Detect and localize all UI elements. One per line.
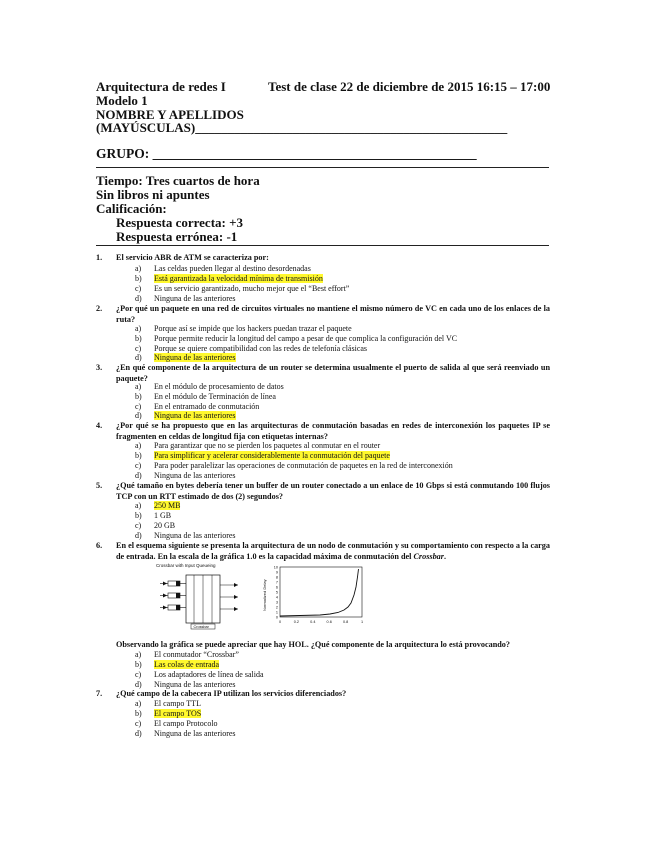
diagram-crossbar-label: Crossbar [193,625,209,629]
grading-label: Calificación: [96,201,167,216]
question-text: ¿Por qué un paquete en una red de circuitos virtuales no mantiene el mismo número de VC en cada uno de los enlaces de la ruta? [116,304,550,324]
option-a[interactable]: a) El campo TTL [135,699,201,708]
question-text: El servicio ABR de ATM se caracteriza por: [116,253,269,262]
graph-y-tick: 0 [275,615,278,620]
option-c[interactable]: c) Es un servicio garantizado, mucho mejor que el “Best effort” [135,284,350,293]
option-c[interactable]: c) En el entramado de conmutación [135,402,260,411]
books-label: Sin libros ni apuntes [96,187,210,202]
option-b[interactable]: b) En el módulo de Terminación de línea [135,392,276,401]
graph-x-tick: 0.2 [293,620,300,624]
option-a[interactable]: a) Las celdas pueden llegar al destino desordenadas [135,264,311,273]
graph-x-tick: 0 [278,620,282,624]
graph-y-tick: 7 [275,580,278,585]
option-b[interactable]: b) Está garantizada la velocidad mínima de transmisión [135,274,323,283]
option-a[interactable]: a) El conmutador “Crossbar” [135,650,239,659]
graph-x-tick: 0.6 [326,620,332,624]
question-text: ¿Qué tamaño en bytes debería tener un buffer de un router conectado a un enlace de 10 Gbps si está conmutando 100 flujos TCP con un RTT estimado de dos (2) segundos? [116,481,550,501]
followup-question: Observando la gráfica se puede apreciar que hay HOL. ¿Qué componente de la arquitectura lo está provocando? [116,640,510,649]
question-number: 3. [96,363,103,372]
option-d[interactable]: d) Ninguna de las anteriores [135,680,236,689]
group-field[interactable]: GRUPO: ________________________________________________ [96,146,477,161]
option-d[interactable]: d) Ninguna de las anteriores [135,411,236,420]
crossbar-diagram [148,561,260,631]
graph-y-label: Normalized Delay [262,579,267,611]
graph-y-tick: 6 [275,585,278,590]
graph-y-tick: 9 [275,570,278,575]
question-number: 6. [96,541,103,550]
divider-top [96,167,549,168]
graph-y-tick: 10 [273,565,278,570]
diagram-title: Crossbar with Input Queueing [156,563,216,568]
delay-graph [260,561,380,631]
question-number: 1. [96,253,103,262]
graph-x-tick: 0.8 [342,620,349,624]
name-field[interactable]: (MAYÚSCULAS)________________________________________________ [96,120,508,135]
graph-x-tick: 0.4 [310,620,316,624]
option-d[interactable]: d) Ninguna de las anteriores [135,531,236,540]
option-b[interactable]: b) Porque permite reducir la longitud del campo a pesar de que complica la configuración del VC [135,334,458,343]
question-text: ¿Qué campo de la cabecera IP utilizan los servicios diferenciados? [116,689,347,698]
option-d[interactable]: d) Ninguna de las anteriores [135,471,236,480]
option-a[interactable]: a) 250 MB [135,501,181,510]
option-b[interactable]: b) Las colas de entrada [135,660,220,669]
option-c[interactable]: c) El campo Protocolo [135,719,218,728]
option-c[interactable]: c) 20 GB [135,521,176,530]
option-b[interactable]: b) El campo TOS [135,709,202,718]
graph-y-tick: 5 [275,590,278,595]
option-d[interactable]: d) Ninguna de las anteriores [135,729,236,738]
model-label: Modelo 1 [96,93,148,108]
name-label: NOMBRE Y APELLIDOS [96,107,244,122]
option-c[interactable]: c) Para poder paralelizar las operaciones de conmutación de paquetes en la red de interconexión [135,461,453,470]
option-d[interactable]: d) Ninguna de las anteriores [135,294,236,303]
graph-y-tick: 8 [275,575,278,580]
option-b[interactable]: b) 1 GB [135,511,172,520]
option-a[interactable]: a) Para garantizar que no se pierden los paquetes al conmutar en el router [135,441,381,450]
question-number: 7. [96,689,103,698]
question-number: 2. [96,304,103,313]
time-label: Tiempo: Tres cuartos de hora [96,173,260,188]
course-title: Arquitectura de redes I [96,79,226,94]
graph-y-tick: 3 [275,600,278,605]
option-b[interactable]: b) Para simplificar y acelerar considerablemente la conmutación del paquete [135,451,390,460]
question-text: ¿En qué componente de la arquitectura de un router se determina usualmente el puerto de salida al que será reenviado un paquete? [116,363,550,383]
question-number: 5. [96,481,103,490]
graph-x-tick: 1 [360,620,364,624]
divider-bottom [96,245,549,246]
question-text: ¿Por qué se ha propuesto que en las arquitecturas de conmutación basadas en redes de interconexión los paquetes IP se fragmenten en celdas de longitud fija con etiquetas internas? [116,421,550,441]
option-a[interactable]: a) Porque así se impide que los hackers puedan trazar el paquete [135,324,352,333]
crossbar-term: Crossbar [413,551,444,561]
option-d[interactable]: d) Ninguna de las anteriores [135,353,236,362]
test-info: Test de clase 22 de diciembre de 2015 16:15 – 17:00 [268,79,551,94]
graph-y-tick: 2 [275,605,278,610]
delay-curve [280,569,359,616]
wrong-score: Respuesta errónea: -1 [116,229,238,244]
correct-score: Respuesta correcta: +3 [116,215,244,230]
graph-y-tick: 1 [275,610,278,615]
option-c[interactable]: c) Los adaptadores de línea de salida [135,670,264,679]
question-number: 4. [96,421,103,430]
question-text: En el esquema siguiente se presenta la arquitectura de un nodo de conmutación y su comportamiento con respecto a la carga de entrada. En la escala de la gráfica 1.0 es la capacidad máxima de conmutación del Crossbar. [116,541,550,561]
graph-y-tick: 4 [275,595,278,600]
option-c[interactable]: c) Porque se quiere compatibilidad con las redes de telefonía clásicas [135,344,368,353]
option-a[interactable]: a) En el módulo de procesamiento de datos [135,382,284,391]
